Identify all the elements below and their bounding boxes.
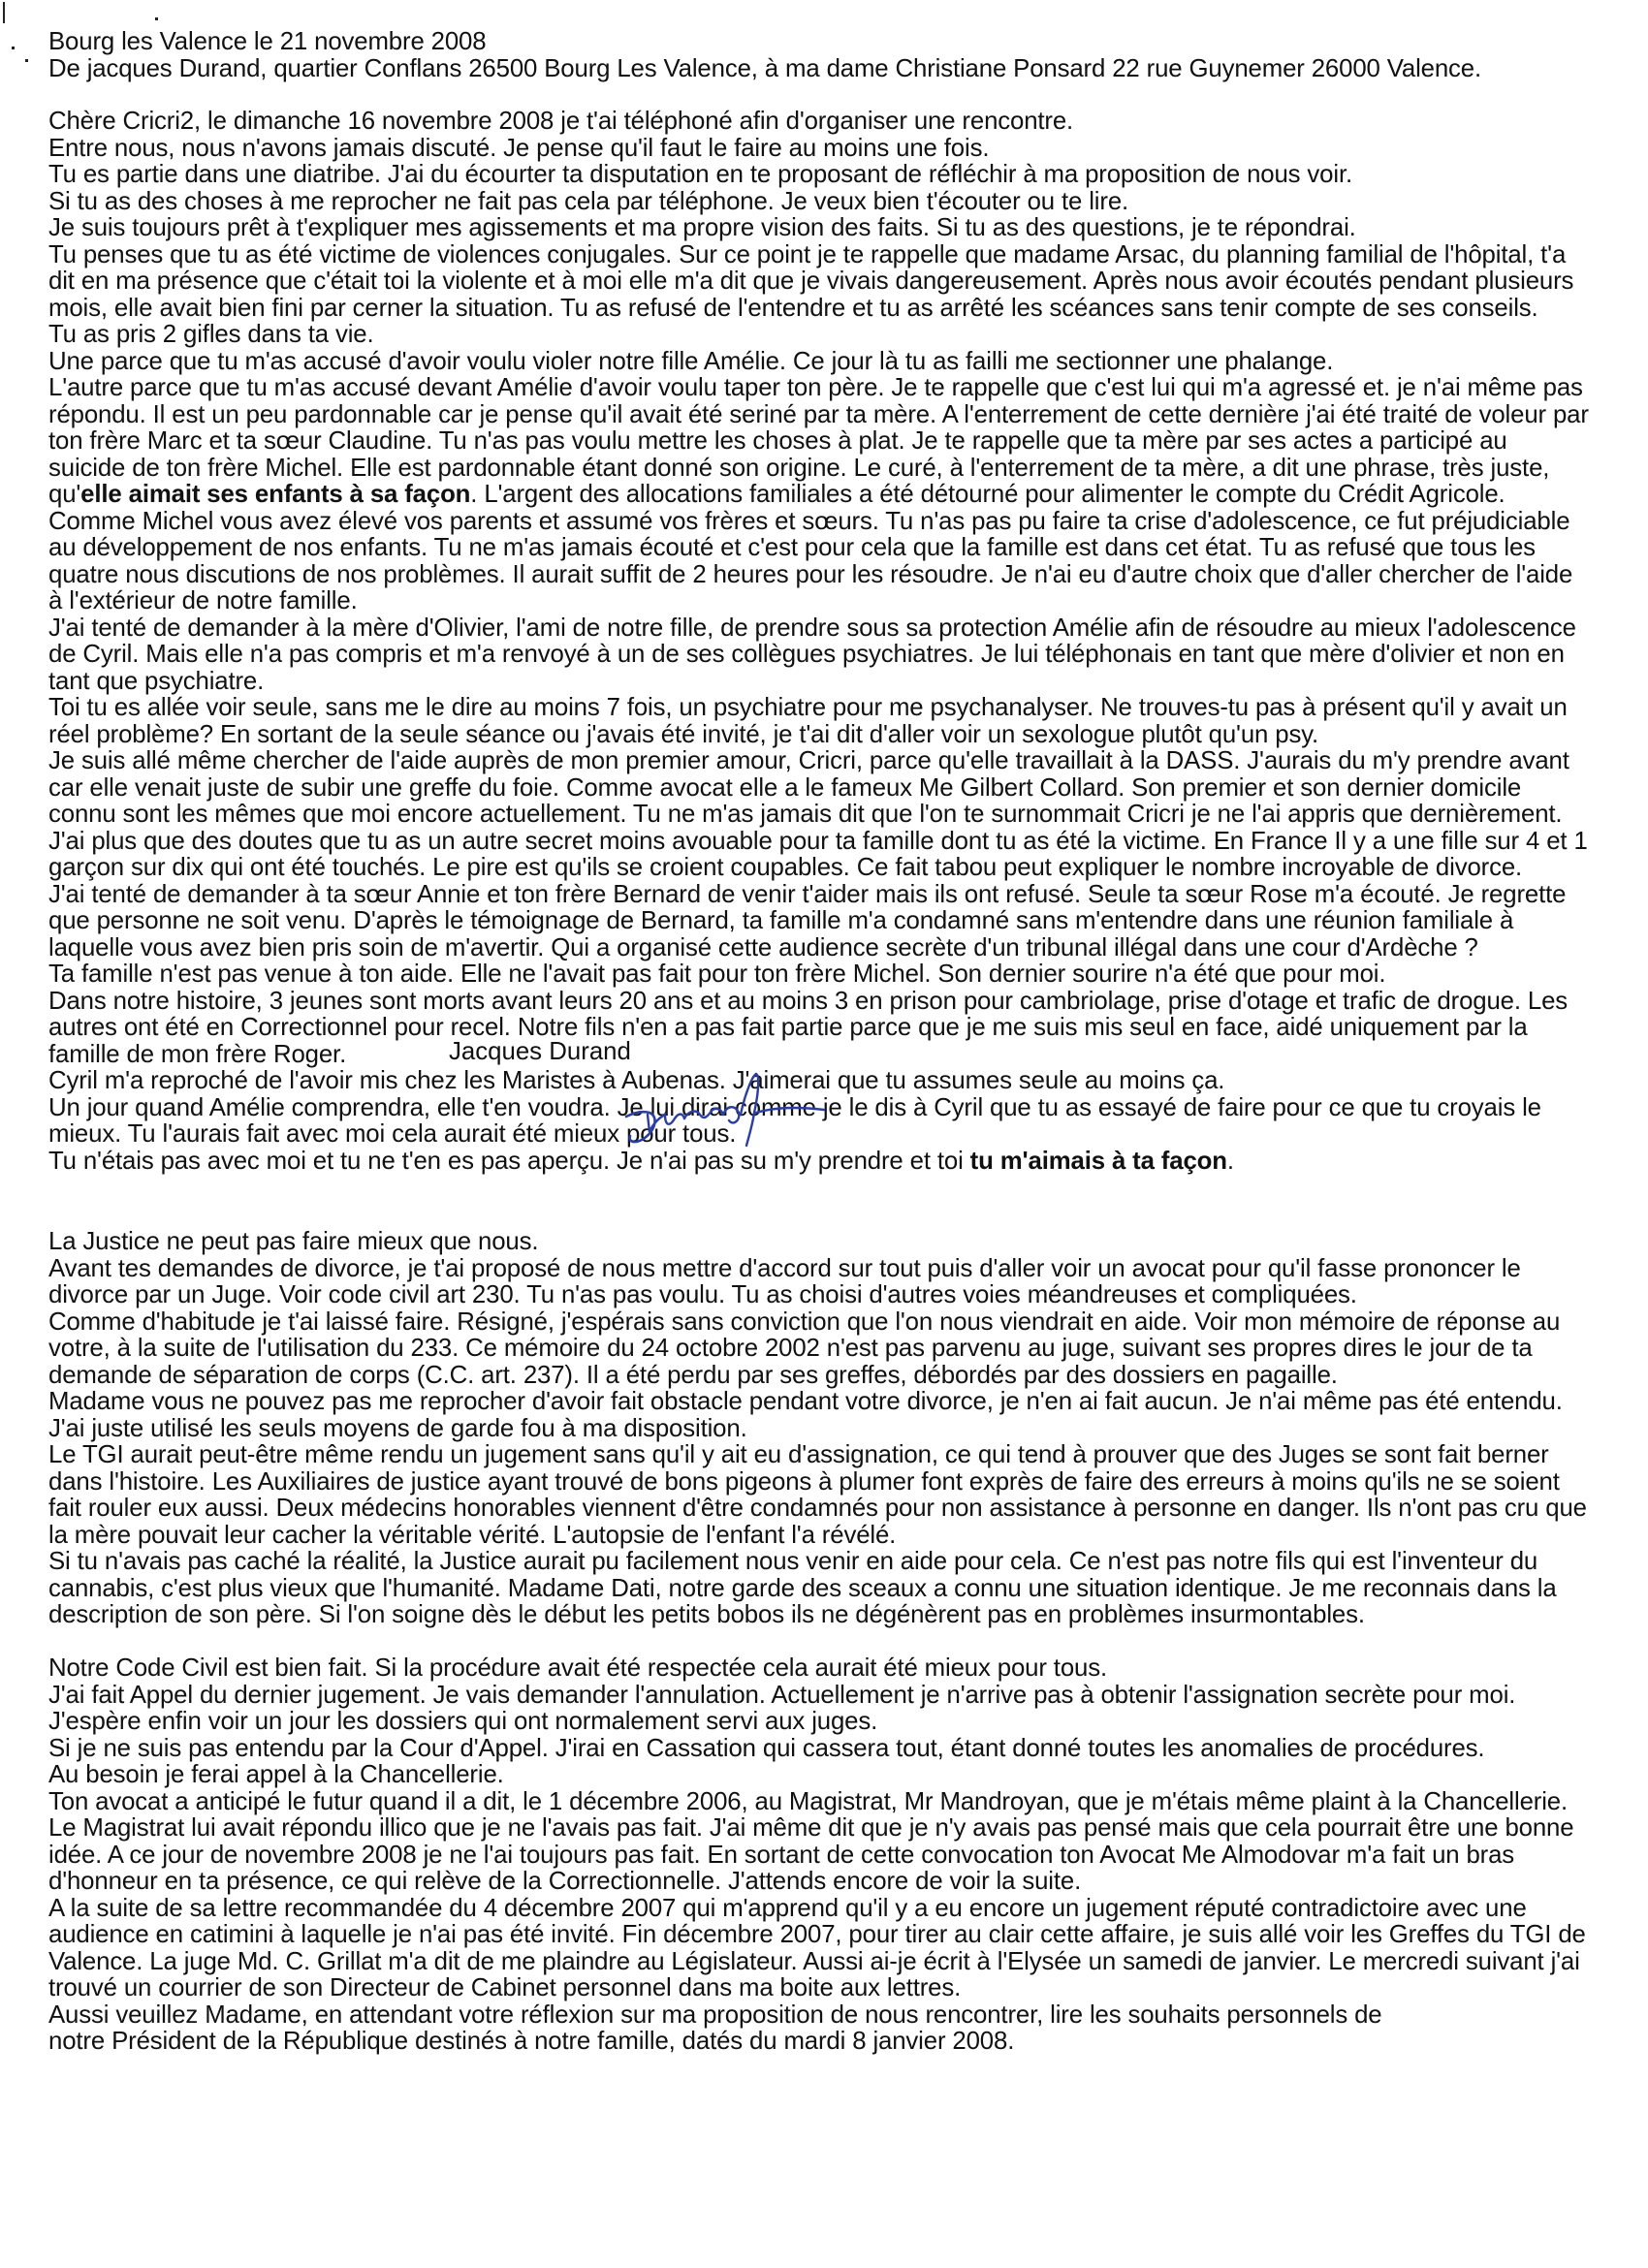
text-segment: . L'argent des allocations familiales a été détourné pour alimenter le compte du Crédit Agricole. bbox=[470, 481, 1505, 508]
letter-line: que personne ne soit venu. D'après le témoignage de Bernard, ta famille m'a condamné sans m'entendre dans une réunion familiale à bbox=[48, 907, 1514, 934]
letter-line: Cyril m'a reproché de l'avoir mis chez les Maristes à Aubenas. J'aimerai que tu assumes seule au moins ça. bbox=[48, 1067, 1225, 1094]
letter-line bbox=[48, 482, 1580, 509]
letter-line: Comme Michel vous avez élevé vos parents et assumé vos frères et sœurs. Tu n'as pas pu faire ta crise d'adolescence, ce fut préjudiciable bbox=[48, 507, 1570, 535]
letter-line: J'ai tenté de demander à ta sœur Annie et ton frère Bernard de venir t'aider mais ils ont refusé. Seule ta sœur Rose m'a écouté. Je regrette bbox=[48, 880, 1567, 908]
letter-line: Si tu as des choses à me reprocher ne fait pas cela par téléphone. Je veux bien t'écouter ou te lire. bbox=[48, 187, 1129, 215]
letter-section-3 bbox=[48, 1654, 1586, 2056]
letter-line: demande de séparation de corps (C.C. art. 237). Il a été perdu par ses greffes, débordés par des dossiers en pagaille. bbox=[48, 1361, 1338, 1389]
letter-line: audience en catimini à laquelle je n'ai pas été invité. Fin décembre 2007, pour tirer au clair cette affaire, je suis allé voir les Greffes du TGI de bbox=[48, 1921, 1586, 1948]
letter-line: votre, à la suite de l'utilisation du 233. Ce mémoire du 24 octobre 2002 n'est pas parvenu au juge, suivant ses propres dires le jour de ta bbox=[48, 1335, 1533, 1362]
letter-section-1 bbox=[48, 108, 1589, 1175]
letter-line: Ta famille n'est pas venue à ton aide. Elle ne l'avait pas fait pour ton frère Michel. Son dernier sourire n'a été que pour moi. bbox=[48, 961, 1386, 988]
letter-line: fait rouler eux aussi. Deux médecins honorables viennent d'être condamnés pour non assistance à personne en danger. Ils n'ont pas cru que bbox=[48, 1495, 1587, 1522]
letter-line: connu sont les mêmes que moi encore actuellement. Tu ne m'as jamais dit que l'on te surnommait Cricri je ne l'ai appris que dernièrement. bbox=[48, 801, 1563, 828]
letter-line: Si tu n'avais pas caché la réalité, la Justice aurait pu facilement nous venir en aide pour cela. Ce n'est pas notre fils qui est l'inventeur du bbox=[48, 1548, 1538, 1575]
letter-line: notre Président de la République destinés à notre famille, datés du mardi 8 janvier 2008. bbox=[48, 2028, 1015, 2055]
text-segment: . bbox=[1226, 1147, 1234, 1175]
letter-line: Le Magistrat lui avait répondu illico que je ne l'avais pas fait. J'ai même dit que je n'y avais pas pensé mais que cela pourrait être une bonne bbox=[48, 1814, 1574, 1842]
letter-line: J'ai tenté de demander à la mère d'Olivier, l'ami de notre fille, de prendre sous sa protection Amélie afin de résoudre au mieux l'adolescence bbox=[48, 614, 1576, 642]
scan-dot bbox=[25, 59, 28, 62]
bold-phrase: tu m'aimais à ta façon bbox=[969, 1147, 1227, 1175]
scan-dot bbox=[12, 47, 15, 49]
bold-phrase: elle aimait ses enfants à sa façon bbox=[80, 481, 471, 508]
letter-line: répondu. Il est un peu pardonnable car je pense qu'il avait été seriné par ta mère. A l'enterrement de cette dernière j'ai été traité de voleur par bbox=[48, 400, 1589, 428]
letter-line: description de son père. Si l'on soigne dès le début les petits bobos ils ne dégénèrent pas en problèmes insurmontables. bbox=[48, 1601, 1365, 1628]
letter-line: Le TGI aurait peut-être même rendu un jugement sans qu'il y ait eu d'assignation, ce qui tend à prouver que des Juges se sont fait berner bbox=[48, 1441, 1549, 1468]
letter-line: de Cyril. Mais elle n'a pas compris et m'a renvoyé à un de ses collègues psychiatres. Je lui téléphonais en tant que mère d'olivier et non en bbox=[48, 641, 1565, 668]
letter-line: J'ai fait Appel du dernier jugement. Je vais demander l'annulation. Actuellement je n'arrive pas à obtenir l'assignation secrète pour moi. bbox=[48, 1681, 1516, 1709]
letter-line: ton frère Marc et ta sœur Claudine. Tu n'as pas voulu mettre les choses à plat. Je te rappelle que ta mère par ses actes a participé au bbox=[48, 427, 1507, 455]
letter-line: Tu es partie dans une diatribe. J'ai du écourter ta disputation en te proposant de réfléchir à ma proposition de nous voir. bbox=[48, 161, 1352, 188]
letter-line: suicide de ton frère Michel. Elle est pardonnable étant donné son origine. Le curé, à l'enterrement de ta mère, a dit une phrase, très juste, bbox=[48, 454, 1550, 482]
letter-line: laquelle vous avez bien pris soin de m'avertir. Qui a organisé cette audience secrète d'un tribunal illégal dans une cour d'Ardèche ? bbox=[48, 933, 1478, 961]
letter-line: L'autre parce que tu m'as accusé devant Amélie d'avoir voulu taper ton père. Je te rappelle que c'est lui qui m'a agressé et. je n'ai même pas bbox=[48, 374, 1583, 401]
letter-line: Madame vous ne pouvez pas me reprocher d'avoir fait obstacle pendant votre divorce, je n'en ai fait aucun. Je n'ai même pas été entendu. bbox=[48, 1388, 1563, 1415]
letter-line: idée. A ce jour de novembre 2008 je ne l'ai toujours pas fait. En sortant de cette convocation ton Avocat Me Almodovar m'a fait un bras bbox=[48, 1841, 1515, 1869]
letter-line: réel problème? En sortant de la seule séance ou j'avais été invité, je t'ai dit d'aller voir un sexologue plutôt qu'un psy. bbox=[48, 720, 1319, 748]
letter-line: Aussi veuillez Madame, en attendant votre réflexion sur ma proposition de nous rencontrer, lire les souhaits personnels de bbox=[48, 2000, 1382, 2029]
letter-line bbox=[48, 1149, 1580, 1176]
letter-line: Je suis toujours prêt à t'expliquer mes agissements et ma propre vision des faits. Si tu as des questions, je te répondrai. bbox=[48, 214, 1356, 241]
letter-line: La Justice ne peut pas faire mieux que nous. bbox=[48, 1228, 539, 1255]
scan-dot bbox=[155, 17, 158, 20]
letter-line: Comme d'habitude je t'ai laissé faire. Résigné, j'espérais sans conviction que l'on nous viendrait en aide. Voir mon mémoire de réponse au bbox=[48, 1307, 1561, 1336]
letter-line: dans l'histoire. Les Auxiliaires de justice ayant trouvé de bons pigeons à plumer font exprès de faire des erreurs à moins qu'ils ne se soient bbox=[48, 1467, 1560, 1496]
letter-line: autres ont été en Correctionnel pour recel. Notre fils n'en a pas fait partie parce que je me suis mis seul en face, aidé uniquement par la bbox=[48, 1014, 1528, 1041]
letter-line: Avant tes demandes de divorce, je t'ai proposé de nous mettre d'accord sur tout puis d'aller voir un avocat pour qu'il fasse prononcer le bbox=[48, 1254, 1521, 1282]
letter-line: Dans notre histoire, 3 jeunes sont morts avant leurs 20 ans et au moins 3 en prison pour cambriolage, prise d'otage et trafic de drogue. Les bbox=[48, 987, 1569, 1015]
letter-line: Tu as pris 2 gifles dans ta vie. bbox=[48, 321, 374, 348]
letter-line: garçon sur dix qui ont été touchés. Le pire est qu'ils se croient coupables. Ce fait tabou peut expliquer le nombre incroyable de divorce. bbox=[48, 854, 1523, 881]
letter-line: J'espère enfin voir un jour les dossiers qui ont normalement servi aux juges. bbox=[48, 1708, 878, 1735]
letter-line: tant que psychiatre. bbox=[48, 667, 265, 695]
letter-line: Notre Code Civil est bien fait. Si la procédure avait été respectée cela aurait été mieux pour tous. bbox=[48, 1654, 1107, 1682]
letter-line: J'ai plus que des doutes que tu as un autre secret moins avouable pour ta famille dont tu as été la victime. En France Il y a une fille sur 4 et 1 bbox=[48, 827, 1588, 855]
letter-line: d'honneur en ta présence, ce qui relève de la Correctionnelle. J'attends encore de voir la suite. bbox=[48, 1868, 1082, 1895]
letter-line: Un jour quand Amélie comprendra, elle t'en voudra. Je lui dirai comme je le dis à Cyril que tu as essayé de faire pour ce que tu croyais le bbox=[48, 1093, 1541, 1121]
letter-line: mois, elle avait bien fini par cerner la situation. Tu as refusé de l'entendre et tu as arrêté les scéances sans tenir compte de ses conseils. bbox=[48, 294, 1538, 322]
letter-line: trouvé un courrier de son Directeur de Cabinet personnel dans ma boite aux lettres. bbox=[48, 1974, 962, 2001]
letter-line: Valence. La juge Md. C. Grillat m'a dit de me plaindre au Législateur. Aussi ai-je écrit à l'Elysée un samedi de janvier. Le mercredi suivant j'ai bbox=[48, 1947, 1580, 1975]
letter-line: famille de mon frère Roger. bbox=[48, 1040, 347, 1068]
letter-line: Ton avocat a anticipé le futur quand il a dit, le 1 décembre 2006, au Magistrat, Mr Mandroyan, que je m'étais même plaint à la Chancellerie. bbox=[48, 1787, 1568, 1815]
letter-line: dit en ma présence que c'était toi la violente et à moi elle m'a dit que je vivais dangereusement. Après nous avoir écoutés pendant plusieurs bbox=[48, 268, 1574, 295]
letter-line: à l'extérieur de notre famille. bbox=[48, 587, 358, 614]
letter-section-2 bbox=[48, 1228, 1587, 1629]
letter-line: la mère pouvait leur cacher la véritable vérité. L'autopsie de l'enfant l'a révélé. bbox=[48, 1521, 897, 1549]
letter-line: Chère Cricri2, le dimanche 16 novembre 2008 je t'ai téléphoné afin d'organiser une rencontre. bbox=[48, 108, 1074, 135]
letter-line: au développement de nos enfants. Tu ne m'as jamais écouté et c'est pour cela que la famille est dans cet état. Tu as refusé que tous les bbox=[48, 534, 1536, 561]
letter-line: mieux. Tu l'aurais fait avec moi cela aurait été mieux pour tous. bbox=[48, 1120, 737, 1148]
letter-line: divorce par un Juge. Voir code civil art 230. Tu n'as pas voulu. Tu as choisi d'autres voies méandreuses et compliquées. bbox=[48, 1281, 1357, 1308]
letter-line: Au besoin je ferai appel à la Chancellerie. bbox=[48, 1761, 504, 1788]
letter-line: Si je ne suis pas entendu par la Cour d'Appel. J'irai en Cassation qui cassera tout, étant donné toutes les anomalies de procédures. bbox=[48, 1734, 1485, 1762]
text-segment: qu' bbox=[48, 481, 81, 508]
text-segment: Tu n'étais pas avec moi et tu ne t'en es pas aperçu. Je n'ai pas su m'y prendre et toi bbox=[48, 1147, 970, 1175]
letter-line: Une parce que tu m'as accusé d'avoir voulu violer notre fille Amélie. Ce jour là tu as failli me sectionner une phalange. bbox=[48, 347, 1334, 375]
letter-line: Tu penses que tu as été victime de violences conjugales. Sur ce point je te rappelle que madame Arsac, du planning familial de l'hôpital, t'a bbox=[48, 240, 1567, 268]
letter-header bbox=[48, 29, 1580, 82]
sender-recipient-line: De jacques Durand, quartier Conflans 26500 Bourg Les Valence, à ma dame Christiane Ponsard 22 rue Guynemer 26000 Valence. bbox=[48, 54, 1482, 82]
letter-line: Entre nous, nous n'avons jamais discuté. Je pense qu'il faut le faire au moins une fois. bbox=[48, 134, 990, 162]
letter-line: Toi tu es allée voir seule, sans me le dire au moins 7 fois, un psychiatre pour me psychanalyser. Ne trouves-tu pas à présent qu'il y avait un bbox=[48, 694, 1568, 721]
letter-line: J'ai juste utilisé les seuls moyens de garde fou à ma disposition. bbox=[48, 1414, 747, 1442]
letter-line: cannabis, c'est plus vieux que l'humanité. Madame Dati, notre garde des sceaux a connu une situation identique. Je me reconnais dans la bbox=[48, 1574, 1557, 1602]
place-date-line: Bourg les Valence le 21 novembre 2008 bbox=[48, 28, 487, 55]
handwritten-signature bbox=[620, 1056, 829, 1149]
letter-line: A la suite de sa lettre recommandée du 4 décembre 2007 qui m'apprend qu'il y a eu encore un jugement réputé contradictoire avec une bbox=[48, 1894, 1527, 1922]
letter-line: Je suis allé même chercher de l'aide auprès de mon premier amour, Cricri, parce qu'elle travaillait à la DASS. J'aurais du m'y prendre avant bbox=[48, 747, 1569, 774]
scan-mark bbox=[3, 2, 5, 23]
signature-name: Jacques Durand bbox=[449, 1038, 631, 1065]
letter-line: car elle venait juste de subir une greffe du foie. Comme avocat elle a le fameux Me Gilbert Collard. Son premier et son dernier domicile bbox=[48, 773, 1522, 802]
letter-line: quatre nous discutions de nos problèmes. Il aurait suffit de 2 heures pour les résoudre. Je n'ai eu d'autre choix que d'aller chercher de l'aide bbox=[48, 560, 1573, 588]
